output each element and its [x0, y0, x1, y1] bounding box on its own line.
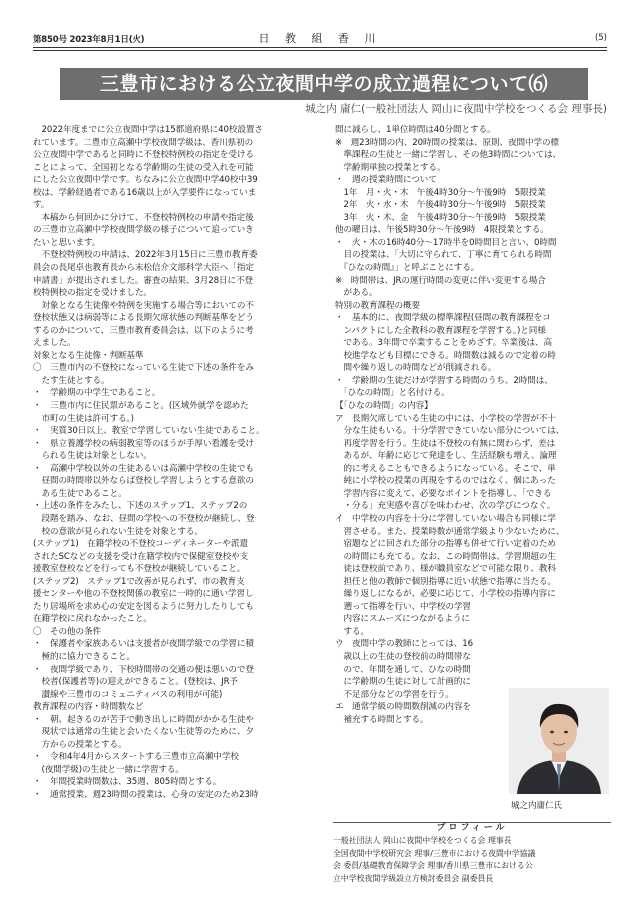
body-text-line: 校者(保護者等)の迎えができること。(登校は、JR予 — [33, 677, 238, 688]
body-text-line: 在籍学校に戻れなかったこと。 — [33, 614, 152, 625]
body-text-line: 援センターや他の不登校関係の教室に一時的に通い学習し — [33, 589, 254, 600]
body-text-line: 間に減らし、1単位時間は40分間とする。 — [335, 125, 496, 135]
body-text-line: 宿題などに回された部分の指導も併せて行い定着のため — [335, 539, 556, 550]
body-text-line: 校特例校の指定を受けました。 — [33, 288, 152, 299]
body-text-line: 歳以上の生徒の登校前の時間帯な — [335, 651, 471, 662]
body-text-line: ・上述の条件をみたし、下述のステップ1、ステップ2の — [33, 501, 248, 512]
page-header — [33, 30, 607, 46]
body-text-line: 市町の生徒は許可する。) — [33, 413, 134, 424]
body-text-line: 対象となる生徒像・判断基準 — [33, 350, 144, 361]
body-text-line: 援教室登校などを行っても不登校が継続していること。 — [33, 564, 246, 575]
body-text-line: がある。 — [335, 288, 378, 299]
body-text-line: ・ 通常授業、週23時間の授業は、心身の安定のため23時 — [33, 789, 259, 800]
body-text-line: 〇 その他の条件 — [33, 626, 101, 637]
body-text-line: 昼間の時間帯以外ならば登校し学習しようとする意欲の — [33, 476, 254, 487]
body-text-line: 遡って指導を行い、中学校の学習 — [335, 601, 471, 612]
body-text-line: 再度学習を行う。生徒は不登校の有無に関わらず、差は — [335, 438, 556, 449]
body-text-line: 段階を踏み、なお、昼間の学校への不登校が継続し、登 — [33, 513, 255, 524]
right-column — [335, 124, 615, 726]
body-text-line: ある生徒であること。 — [33, 488, 127, 499]
profile-line: 一般社団法人 岡山に夜間中学校をつくる会 理事長 — [333, 836, 512, 845]
body-text-line: 3年 火・木、金 午後4時30分～午後9時 5限授業 — [335, 212, 546, 223]
body-text-line: 校は、学齢経過者である16歳以上が入学要件になっていま — [33, 187, 257, 198]
header-rule-thin — [33, 50, 607, 51]
body-text-line: ・ 朝、起きるのが苦手で動き出しに時間がかかる生徒や — [33, 714, 254, 725]
body-text-line: である。3年間で卒業することをめざす。卒業後は、高 — [335, 338, 553, 349]
body-text-line: あるが、年齢に応じて発達をし、生活経験も増え、論理 — [335, 451, 557, 462]
body-text-line: 分な生徒もいる。十分学習できていない部分については、 — [335, 426, 565, 437]
body-text-line: 登校状態又は病弱等による長期欠席状態の判断基準をどう — [33, 313, 254, 324]
body-text-line: ・ 年間授業時間数は、35週、805時間とする。 — [33, 777, 222, 788]
body-text-line: 2年 火・水・木 午後4時30分～午後9時 5限授業 — [335, 200, 546, 211]
body-text-line: 学齢期単独の授業とする。 — [335, 162, 446, 173]
body-text-line: 『ひなの時間』」と呼ぶことにする。 — [335, 263, 480, 274]
body-text-line: 不足部分などの学習を行う。 — [335, 689, 454, 700]
body-text-line: 他の曜日は、午後5時30分～午後9時 4限授業とする。 — [335, 225, 549, 236]
header-rule — [33, 47, 607, 48]
body-text-line: に学齢期の生徒に対して計画的に — [335, 677, 471, 688]
body-text-line: イ 中学校の内容を十分に学習していない場合も同様に学 — [335, 513, 556, 524]
body-text-line: 申請書」が提出されました。審査の結果、3月28日に不登 — [33, 275, 253, 286]
body-text-line: ア 長期欠席している生徒の中には、小学校の学習が不十 — [335, 413, 556, 424]
article-title: 三豊市における公立夜間中学の成立過程について⑹ — [60, 68, 588, 100]
body-text-line: 【「ひなの時間」の内容】 — [335, 401, 433, 412]
left-column — [33, 124, 311, 802]
body-text-line: ・ 実質30日以上、教室で学習していない生徒であること。 — [33, 426, 265, 437]
body-text-line: 本稿から何回かに分けて、不登校特例校の申請や指定後 — [33, 212, 254, 223]
body-text-line: 間や繰り返しの時間などが削減される。 — [335, 363, 497, 374]
body-text-line: の三豊市立高瀬中学校夜間学級の様子について追っていき — [33, 225, 254, 236]
body-text-line: 〇 三豊市内の不登校になっている生徒で下述の条件をみ — [33, 363, 254, 374]
body-text-line: たり居場所を求め心の安定を図るように努力したりしても — [33, 601, 254, 612]
body-text-line: 「ひなの時間」と名付ける。 — [335, 388, 450, 399]
body-text-line: 方からの授業とする。 — [33, 739, 127, 750]
body-text-line: ので、年間を通して、ひなの時間 — [335, 664, 471, 675]
issue-date: 第850号 2023年8月1日(火) — [33, 35, 145, 45]
body-text-line: えました。 — [33, 338, 76, 349]
body-text-line: す。 — [33, 200, 50, 211]
body-text-line: ・ 夜間学級であり、下校時間帯の交通の便は悪いので登 — [33, 664, 254, 675]
body-text-line: ・ 基本的に、夜間学級の標準課程(昼間の教育課程をコ — [335, 313, 551, 324]
profile-box — [333, 822, 611, 890]
article-author: 城之内 庸仁(一般社団法人 岡山に夜間中学校をつくる会 理事長) — [305, 103, 607, 115]
body-text-line: たいと思います。 — [33, 237, 101, 248]
body-text-line: 徒は登校前であり、様が職員室などで可能な限り、教科 — [335, 564, 556, 575]
body-text-line: ・ 学齢期の生徒だけが学習する時間のうち、2時間は、 — [335, 375, 553, 386]
body-text-line: 校の意欲が見られない生徒を対象とする。 — [33, 526, 203, 537]
body-text-line: 1年 月・火・木 午後4時30分～午後9時 5限授業 — [335, 187, 546, 198]
body-text-line: ・ 令和4年4月からスタートする三豊市立高瀬中学校 — [33, 752, 239, 763]
body-text-line: ・ 学齢期の中学生であること。 — [33, 388, 161, 399]
body-text-line: エ 通常学級の時間数削減の内容を — [335, 702, 471, 713]
body-text-line: 担任と他の教師で個別指導に近い状態で指導に当たる。 — [335, 576, 556, 587]
body-text-line: ※ 週23時間の内、20時間の授業は、原則、夜間中学の標 — [335, 137, 559, 148]
body-text-line: 不登校特例校の申請は、2022年3月15日に三豊市教育委 — [33, 250, 258, 261]
body-text-line: する。 — [335, 626, 369, 637]
body-text-line: 純に小学校の授業の再現をするのではなく、個にあった — [335, 476, 556, 487]
photo-caption: 城之内庸仁氏 — [511, 801, 563, 811]
body-text-line: 習させる。また、授業時数が通常学級より少ないために、 — [335, 526, 565, 537]
body-text-line: するのかについて、三豊市教育委員会は、以下のように考 — [33, 325, 254, 336]
body-text-line: ・ 保護者や家族あるいは支援者が夜間学級での学習に積 — [33, 639, 254, 650]
body-text-line: ウ 夜間中学の教師にとっては、16 — [335, 639, 473, 650]
body-text-line: 教育課程の内容・時間数など — [33, 702, 144, 713]
body-text-line: れています。二豊市立高瀬中学校夜間学級は、香川県初の — [33, 137, 254, 148]
body-text-line: 準課程の生徒と一緒に学習し、その他3時間については、 — [335, 150, 562, 161]
body-text-line: 学習内容に変えて、必要なポイントを指導し、「できる — [335, 488, 552, 499]
body-text-line: (ステップ1) 在籍学校の不登校コーディネーターや派遣 — [33, 539, 248, 550]
body-text-line: 2022年度までに公立夜間中学は15都道府県に40校設置さ — [33, 125, 263, 135]
body-text-line: ※ 時間帯は、JRの運行時間の変更に伴い変更する場合 — [335, 275, 546, 286]
body-text-line: されたSCなどの支援を受け在籍学校内で保健室登校や支 — [33, 551, 249, 562]
body-text-line: 公立夜間中学であると同時に不登校特例校の指定を受ける — [33, 150, 254, 161]
body-text-line: 目の授業は、「大切に守られて、丁寧に育てられる時間 — [335, 250, 552, 261]
body-text-line: 讃線や三豊市のコミュニティバスの利用が可能) — [33, 689, 223, 700]
body-text-line: 内容にスムーズにつながるように — [335, 614, 470, 625]
body-text-line: 繰り返しになるが、必要に応じて、小学校の指導内容に — [335, 589, 556, 600]
body-text-line: ・ 県立養護学校の病弱教室等のほうが手厚い看護を受け — [33, 438, 254, 449]
body-text-line: (ステップ2) ステップ1で改善が見られず、市の教育支 — [33, 576, 245, 587]
profile-line: 全国夜間中学校研究会 理事/三豊市における夜間中学協議 — [333, 848, 536, 858]
profile-heading: プロフィール — [333, 815, 611, 834]
body-text-line: られる生徒は対象としない。 — [33, 451, 152, 462]
body-text-line: たす生徒とする。 — [33, 375, 110, 386]
body-text-line: 校進学なども目標にできる。時間数は減るので定着の時 — [335, 350, 556, 361]
body-text-line: ことによって、全国初となる学齢期の生徒の受入れを可能 — [33, 162, 254, 173]
profile-text — [333, 835, 611, 885]
body-text-line: 現状では通常の生徒と会いたくない生徒等のために、夕 — [33, 727, 254, 738]
body-text-line: 極的に協力できること。 — [33, 651, 135, 662]
body-text-line: ・ 週の授業時間について — [335, 175, 437, 186]
profile-line: 立中学校夜間学級設立方検討委員会 副委員長 — [333, 873, 494, 883]
body-text-line: にした公立夜間中学です。ちなみに公立夜間中学40校中39 — [33, 175, 258, 186]
body-text-line: ンパクトにした全教科の教育課程を学習する。)と同様 — [335, 325, 546, 336]
body-text-line: ・ 三豊市内に住民票があること。(区域外就学を認めた — [33, 401, 249, 412]
profile-line: 会 委員/基礎教育保障学会 理事/香川県三豊市における公 — [333, 861, 533, 871]
body-text-line: 的に考えることもできるようになっている。そこで、単 — [335, 463, 556, 474]
body-text-line: ・ 火・木の16時40分～17時半を0時間目と言い、0時間 — [335, 237, 557, 248]
newspaper-name: 日 教 組 香 川 — [258, 32, 382, 45]
body-text-line: 対象となる生徒像や特例を実施する場合等においての不 — [33, 300, 254, 311]
body-text-line: 員会の長尾卓也教育長から末松信介文部科学大臣へ「指定 — [33, 263, 254, 274]
body-text-line: 特別の教育課程の概要 — [335, 300, 420, 311]
body-text-line: の時間にも充てる。なお、この時間帯は、学習期超の生 — [335, 551, 556, 562]
portrait-image — [509, 688, 609, 794]
body-text-line: (夜間学級)の生徒と一緒に学習する。 — [33, 764, 184, 775]
body-text-line: ・ 高瀬中学校以外の生徒あるいは高瀬中学校の生徒でも — [33, 463, 254, 474]
page-number: (5) — [594, 33, 607, 43]
body-text-line: ・分る」充実感や喜びを味わわせ、次の学びにつなぐ。 — [335, 501, 556, 512]
body-text-line: 補充する時間とする。 — [335, 714, 429, 725]
author-photo — [509, 688, 609, 794]
